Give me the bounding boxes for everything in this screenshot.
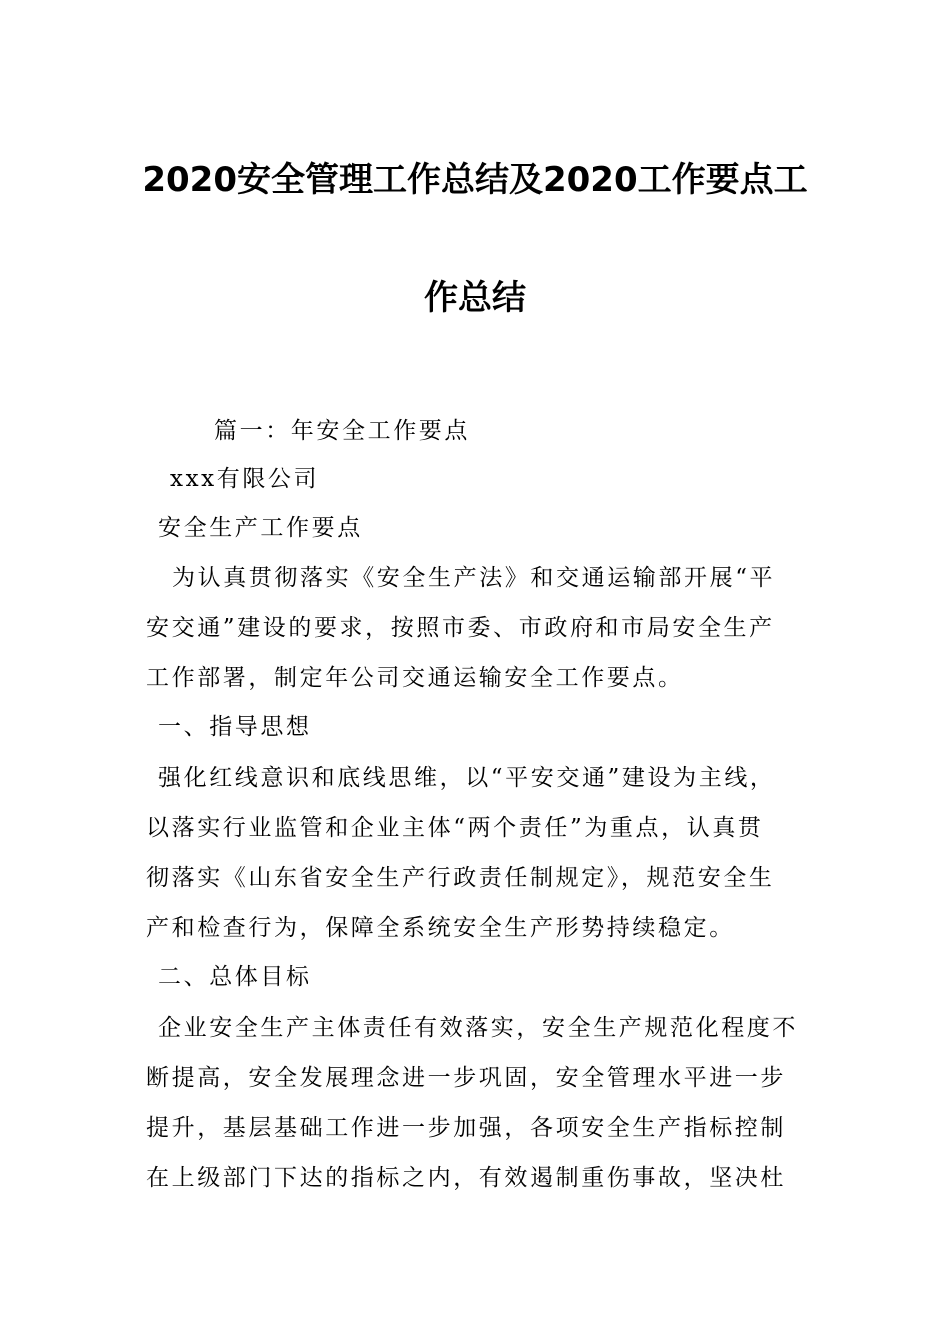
document-title-line-1: 2020安全管理工作总结及2020工作要点工 xyxy=(142,160,808,200)
document-subtitle: 安全生产工作要点 xyxy=(158,515,363,541)
document-title-line-2: 作总结 xyxy=(424,278,526,318)
paragraph-line: 以落实行业监管和企业主体“两个责任”为重点，认真贯 xyxy=(146,815,764,841)
paragraph-line: 企业安全生产主体责任有效落实，安全生产规范化程度不 xyxy=(158,1015,798,1041)
paragraph-line: 在上级部门下达的指标之内，有效遏制重伤事故，坚决杜 xyxy=(146,1165,786,1191)
section-heading-guiding-thought: 一、指导思想 xyxy=(158,714,312,740)
paragraph-line: 强化红线意识和底线思维，以“平安交通”建设为主线， xyxy=(158,765,776,791)
section-heading-part-one: 篇一：年安全工作要点 xyxy=(214,418,470,444)
section-heading-overall-goal: 二、总体目标 xyxy=(158,964,312,990)
paragraph-line: 产和检查行为，保障全系统安全生产形势持续稳定。 xyxy=(146,915,735,941)
paragraph-line: 安交通”建设的要求，按照市委、市政府和市局安全生产 xyxy=(146,615,775,641)
paragraph-line: 工作部署，制定年公司交通运输安全工作要点。 xyxy=(146,665,684,691)
paragraph-line: 断提高，安全发展理念进一步巩固，安全管理水平进一步 xyxy=(146,1065,786,1091)
paragraph-line: 彻落实《山东省安全生产行政责任制规定》，规范安全生 xyxy=(146,865,775,891)
paragraph-line: 为认真贯彻落实《安全生产法》和交通运输部开展“平 xyxy=(172,565,776,591)
paragraph-line: 提升，基层基础工作进一步加强，各项安全生产指标控制 xyxy=(146,1115,786,1141)
company-name: xxx有限公司 xyxy=(170,466,320,492)
